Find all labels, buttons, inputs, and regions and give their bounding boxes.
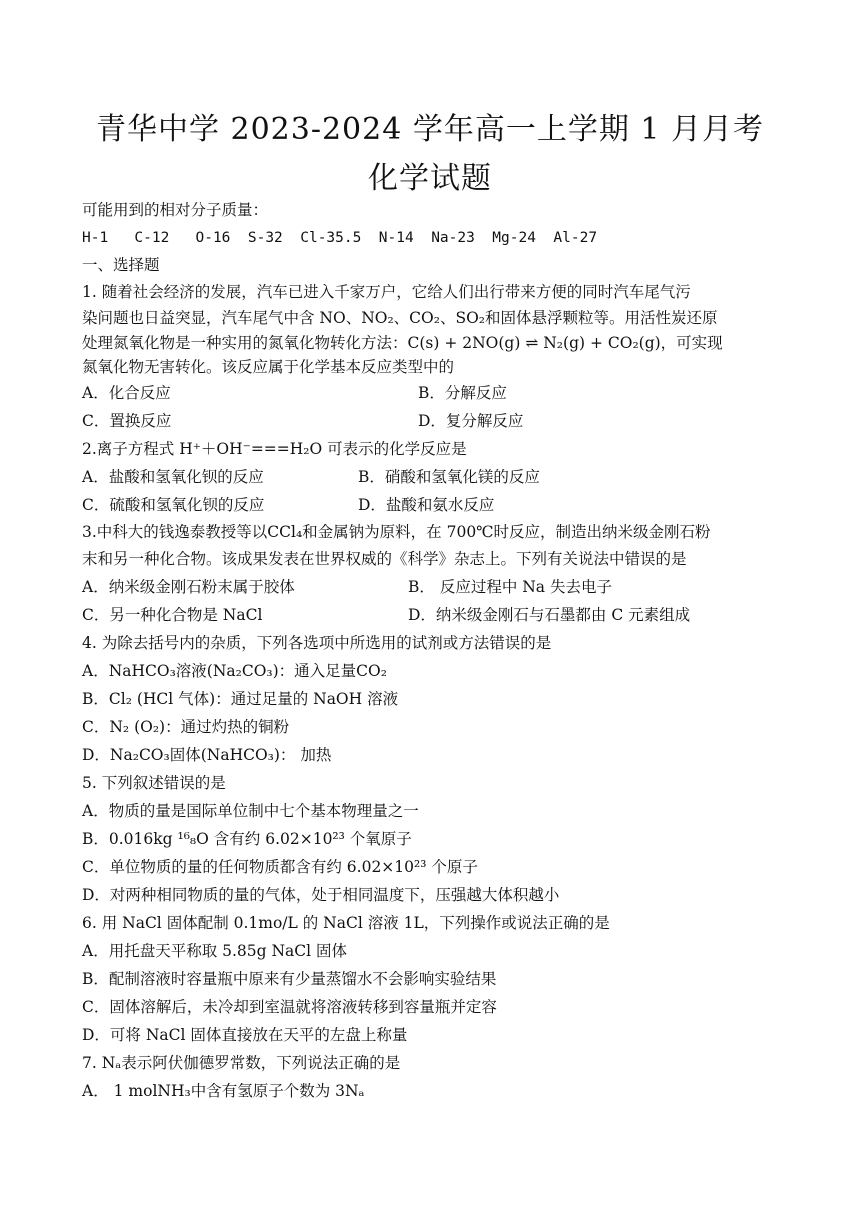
q1-line-4: 氮氧化物无害转化。该反应属于化学基本反应类型中的 — [82, 358, 455, 376]
q6-option-d: D．可将 NaCl 固体直接放在天平的左盘上称量 — [82, 1026, 408, 1044]
q3-option-c: C．另一种化合物是 NaCl — [82, 606, 263, 624]
q1-option-b: B．分解反应 — [418, 384, 507, 402]
exam-subtitle: 化学试题 — [368, 161, 492, 196]
q3-option-b: B． 反应过程中 Na 失去电子 — [408, 578, 612, 596]
mass-values: H-1 C-12 O-16 S-32 Cl-35.5 N-14 Na-23 Mg-24 Al-27 — [82, 230, 598, 246]
q5-stem: 5. 下列叙述错误的是 — [82, 774, 226, 792]
q5-option-c: C．单位物质的量的任何物质都含有约 6.02×10²³ 个原子 — [82, 858, 478, 876]
q3-line-2: 末和另一种化合物。该成果发表在世界权威的《科学》杂志上。下列有关说法中错误的是 — [82, 550, 687, 568]
q2-option-c: C．硫酸和氢氧化钡的反应 — [82, 496, 265, 514]
q2-option-b: B．硝酸和氢氧化镁的反应 — [358, 468, 540, 486]
q6-option-c: C．固体溶解后，未冷却到室温就将溶液转移到容量瓶并定容 — [82, 998, 497, 1016]
q1-option-c: C．置换反应 — [82, 412, 172, 430]
q6-option-b: B．配制溶液时容量瓶中原来有少量蒸馏水不会影响实验结果 — [82, 970, 497, 988]
q4-option-c: C．N₂ (O₂)：通过灼热的铜粉 — [82, 718, 290, 736]
q4-option-d: D．Na₂CO₃固体(NaHCO₃)： 加热 — [82, 746, 332, 764]
q2-stem: 2.离子方程式 H⁺＋OH⁻===H₂O 可表示的化学反应是 — [82, 440, 467, 458]
q4-stem: 4. 为除去括号内的杂质，下列各选项中所选用的试剂或方法错误的是 — [82, 634, 552, 652]
q4-option-a: A．NaHCO₃溶液(Na₂CO₃)：通入足量CO₂ — [82, 662, 387, 680]
q2-option-a: A．盐酸和氢氧化钡的反应 — [82, 468, 264, 486]
exam-title: 青华中学 2023-2024 学年高一上学期 1 月月考 — [95, 112, 765, 147]
q3-option-a: A．纳米级金刚石粉末属于胶体 — [82, 578, 295, 596]
q2-option-d: D．盐酸和氨水反应 — [358, 496, 495, 514]
q7-stem: 7. Nₐ表示阿伏伽德罗常数，下列说法正确的是 — [82, 1054, 401, 1072]
q5-option-a: A．物质的量是国际单位制中七个基本物理量之一 — [82, 802, 419, 820]
q6-option-a: A．用托盘天平称取 5.85g NaCl 固体 — [82, 942, 348, 960]
q1-option-a: A．化合反应 — [82, 384, 171, 402]
q6-stem: 6. 用 NaCl 固体配制 0.1mo/L 的 NaCl 溶液 1L，下列操作或说法正确的是 — [82, 914, 610, 932]
q3-line-1: 3.中科大的钱逸泰教授等以CCl₄和金属钠为原料，在 700℃时反应，制造出纳米级金刚石粉 — [82, 523, 711, 541]
section-title: 一、选择题 — [82, 256, 160, 274]
q4-option-b: B．Cl₂ (HCl 气体)：通过足量的 NaOH 溶液 — [82, 690, 399, 708]
q1-option-d: D．复分解反应 — [418, 412, 524, 430]
q7-option-a: A． 1 molNH₃中含有氢原子个数为 3Nₐ — [82, 1082, 365, 1100]
q1-line-2: 染问题也日益突显，汽车尾气中含 NO、NO₂、CO₂、SO₂和固体悬浮颗粒等。用活性炭还原 — [82, 309, 718, 327]
q1-line-1: 1. 随着社会经济的发展，汽车已进入千家万户，它给人们出行带来方便的同时汽车尾气污 — [82, 283, 691, 301]
q5-option-b: B．0.016kg ¹⁶₈O 含有约 6.02×10²³ 个氧原子 — [82, 830, 412, 848]
q5-option-d: D．对两种相同物质的量的气体，处于相同温度下，压强越大体积越小 — [82, 886, 560, 904]
mass-header: 可能用到的相对分子质量： — [82, 201, 269, 219]
q1-line-3: 处理氮氧化物是一种实用的氮氧化物转化方法：C(s) + 2NO(g) ⇌ N₂(g) + CO₂(g)，可实现 — [82, 334, 723, 352]
q3-option-d: D．纳米级金刚石与石墨都由 C 元素组成 — [408, 606, 691, 624]
